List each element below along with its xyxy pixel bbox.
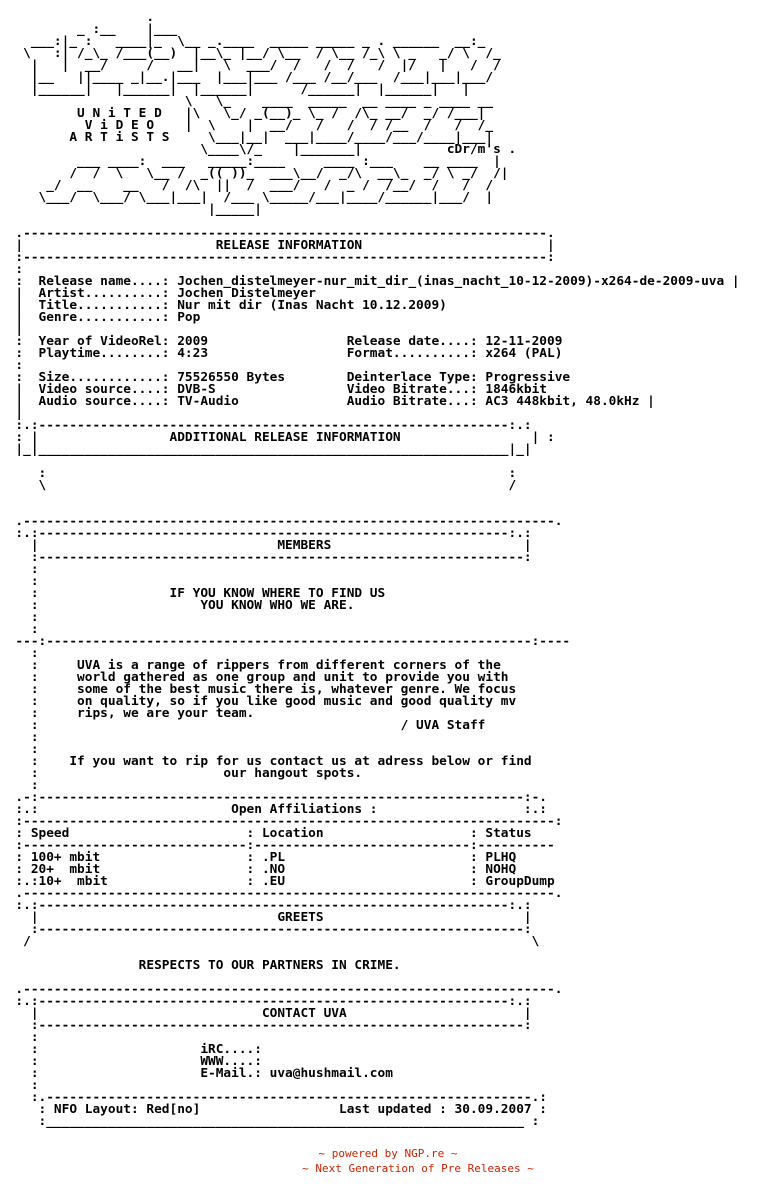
nfo-line: .---------------------------------------------------------------------.	[0, 886, 563, 901]
nfo-line: : YOU KNOW WHO WE ARE.	[0, 598, 355, 613]
nfo-line: .---------------------------------------------------------------------.	[0, 982, 563, 997]
nfo-line: / \	[0, 934, 540, 949]
nfo-line: : | ADDITIONAL RELEASE INFORMATION | :	[0, 430, 555, 445]
nfo-line: :	[0, 562, 39, 577]
nfo-line: :______________________________________________________________ :	[0, 1114, 540, 1129]
nfo-line: | RELEASE INFORMATION |	[0, 238, 555, 253]
nfo-line: | Video source....: DVB-S Video Bitrate...: 1846kbit	[0, 382, 548, 397]
nfo-line: | Audio source....: TV-Audio Audio Bitrate...: AC3 448kbit, 48.0kHz |	[0, 394, 655, 409]
nfo-line: |_____|	[0, 202, 262, 217]
nfo-line: :	[0, 778, 39, 793]
nfo-line: ___:|_ : ____|_ \__ _.____ _____ _____ _ . ______ __:_	[0, 34, 486, 49]
nfo-line: :.:-------------------------------------------------------------:.:	[0, 994, 532, 1009]
nfo-line: :.:10+ mbit : .EU : GroupDump	[0, 874, 555, 889]
nfo-line	[0, 492, 740, 504]
nfo-line: \____\/_ |_______| cDr/m's .	[0, 142, 517, 157]
nfo-line: : Speed : Location : Status	[0, 826, 532, 841]
nfo-line: :	[0, 610, 39, 625]
nfo-line: : If you want to rip for us contact us at adress below or find	[0, 754, 532, 769]
nfo-line: :	[0, 1030, 39, 1045]
nfo-line: | MEMBERS |	[0, 538, 532, 553]
nfo-line: ___ ____: ___ _____:____ ____ :___ __ ____ |	[0, 154, 501, 169]
nfo-line: : UVA is a range of rippers from different corners of the	[0, 658, 501, 673]
nfo-line: : iRC....:	[0, 1042, 262, 1057]
nfo-line: _/ __ __ / /\ || / ___/ / _ / /__/ / / /	[0, 178, 494, 193]
nfo-line: : / UVA Staff	[0, 718, 486, 733]
nfo-line: :---------------------------------------------------------------:	[0, 550, 532, 565]
nfo-line: :---------------------------------------------------------------:	[0, 922, 532, 937]
nfo-line: :	[0, 358, 24, 373]
nfo-line: : 100+ mbit : .PL : PLHQ	[0, 850, 517, 865]
nfo-line: :	[0, 646, 39, 661]
nfo-line: |	[0, 406, 24, 421]
nfo-line: .---------------------------------------------------------------------.	[0, 514, 563, 529]
nfo-line: |______| |______| |______| /______| |______| |	[0, 82, 470, 97]
nfo-line: :.:-------------------------------------------------------------:.:	[0, 898, 532, 913]
nfo-line: | GREETS |	[0, 910, 532, 925]
nfo-line: | Genre...........: Pop	[0, 310, 201, 325]
nfo-line: | | __/ / __| \ ___/ / / / / |/ | / /	[0, 58, 501, 73]
nfo-line: : Year of VideoRel: 2009 Release date....: 12-11-2009	[0, 334, 563, 349]
nfo-line: | Title...........: Nur mit dir (Inas Nacht 10.12.2009)	[0, 298, 447, 313]
nfo-line: ---:---------------------------------------------------------------:----	[0, 634, 571, 649]
nfo-line: .	[0, 10, 155, 25]
nfo-line: :.: Open Affiliations : :.:	[0, 802, 548, 817]
nfo-line: :.---------------------------------------------------------------.:	[0, 1090, 548, 1105]
nfo-line: :-----------------------------:----------------------------:----------	[0, 838, 555, 853]
nfo-line: : E-Mail.: uva@hushmail.com	[0, 1066, 393, 1081]
nfo-line: _ :__ |___	[0, 22, 178, 37]
nfo-line: \ /	[0, 478, 517, 493]
nfo-line: : some of the best music there is, whatever genre. We focus	[0, 682, 517, 697]
nfo-line: :	[0, 1078, 39, 1093]
nfo-line: A R T i S T S \___|__| ___|____/____/___/____|___|	[0, 130, 494, 145]
nfo-line: :	[0, 262, 24, 277]
nfo-line: :.:-------------------------------------------------------------:.:	[0, 418, 532, 433]
nfo-line: \ :| /_\_ /___(__) |__\_ |__/ \__ / \__ /_\ \ _ _/ \ /_	[0, 46, 501, 61]
nfo-line: :	[0, 742, 39, 757]
nfo-line: : rips, we are your team.	[0, 706, 255, 721]
nfo-line: : 20+ mbit : .NO : NOHQ	[0, 862, 517, 877]
nfo-line: V i D E O | \ | __/ / / / /__ / / /_	[0, 118, 494, 133]
nfo-line: :	[0, 622, 39, 637]
nfo-line: : NFO Layout: Red[no] Last updated : 30.09.2007 :	[0, 1102, 548, 1117]
nfo-line: / / \ \__ / _(( ))_ ___\__/ _/\ __\_ _/ \ _/ /|	[0, 166, 509, 181]
nfo-line: : Playtime........: 4:23 Format..........: x264 (PAL)	[0, 346, 563, 361]
nfo-line: : Release name....: Jochen_distelmeyer-nur_mit_dir_(inas_nacht_10-12-2009)-x264-de-2009-uva |	[0, 274, 740, 289]
nfo-line: : our hangout spots.	[0, 766, 363, 781]
nfo-line: :---------------------------------------------------------------:	[0, 1018, 532, 1033]
nfo-line: U N i T E D |\ \_/ _(__)_ \_ / /\_ __/ _/ /___|	[0, 106, 486, 121]
nfo-line: RESPECTS TO OUR PARTNERS IN CRIME.	[0, 958, 401, 973]
nfo-line: .--------------------------------------------------------------------.	[0, 226, 555, 241]
nfo-line: :	[0, 574, 39, 589]
nfo-line: | CONTACT UVA |	[0, 1006, 532, 1021]
nfo-line: : on quality, so if you like good music and good quality mv	[0, 694, 517, 709]
nfo-line: :---------------------------------------------------------------------:	[0, 814, 563, 829]
nfo-line: |_|_____________________________________________________________|_|	[0, 442, 532, 457]
nfo-line: : IF YOU KNOW WHERE TO FIND US	[0, 586, 386, 601]
nfo-line: \___/ \___/ \___|___| /___ \_____/___|____/______|___/ |	[0, 190, 494, 205]
nfo-line: | Artist..........: Jochen Distelmeyer	[0, 286, 316, 301]
nfo-line: \ \_ ____ _____ __ ____ _ ____ __	[0, 94, 494, 109]
nfo-line: : :	[0, 466, 517, 481]
footer-tagline: ~ Next Generation of Pre Releases ~	[302, 1162, 534, 1175]
nfo-line: :.:-------------------------------------------------------------:.:	[0, 526, 532, 541]
nfo-line: .-:---------------------------------------------------------------:-.	[0, 790, 548, 805]
nfo-line: |__ ||____ _|__.|___ |___|___ /___ /__/___ /___|___|___/	[0, 70, 494, 85]
nfo-line: : Size............: 75526550 Bytes Deinterlace Type: Progressive	[0, 370, 571, 385]
nfo-line: :	[0, 730, 39, 745]
nfo-line: |	[0, 322, 24, 337]
nfo-line: : world gathered as one group and unit to provide you with	[0, 670, 509, 685]
footer-powered-by: ~ powered by NGP.re ~	[318, 1147, 458, 1160]
nfo-line: :--------------------------------------------------------------------:	[0, 250, 555, 265]
footer	[0, 1146, 776, 1176]
nfo-line: : WWW....:	[0, 1054, 262, 1069]
